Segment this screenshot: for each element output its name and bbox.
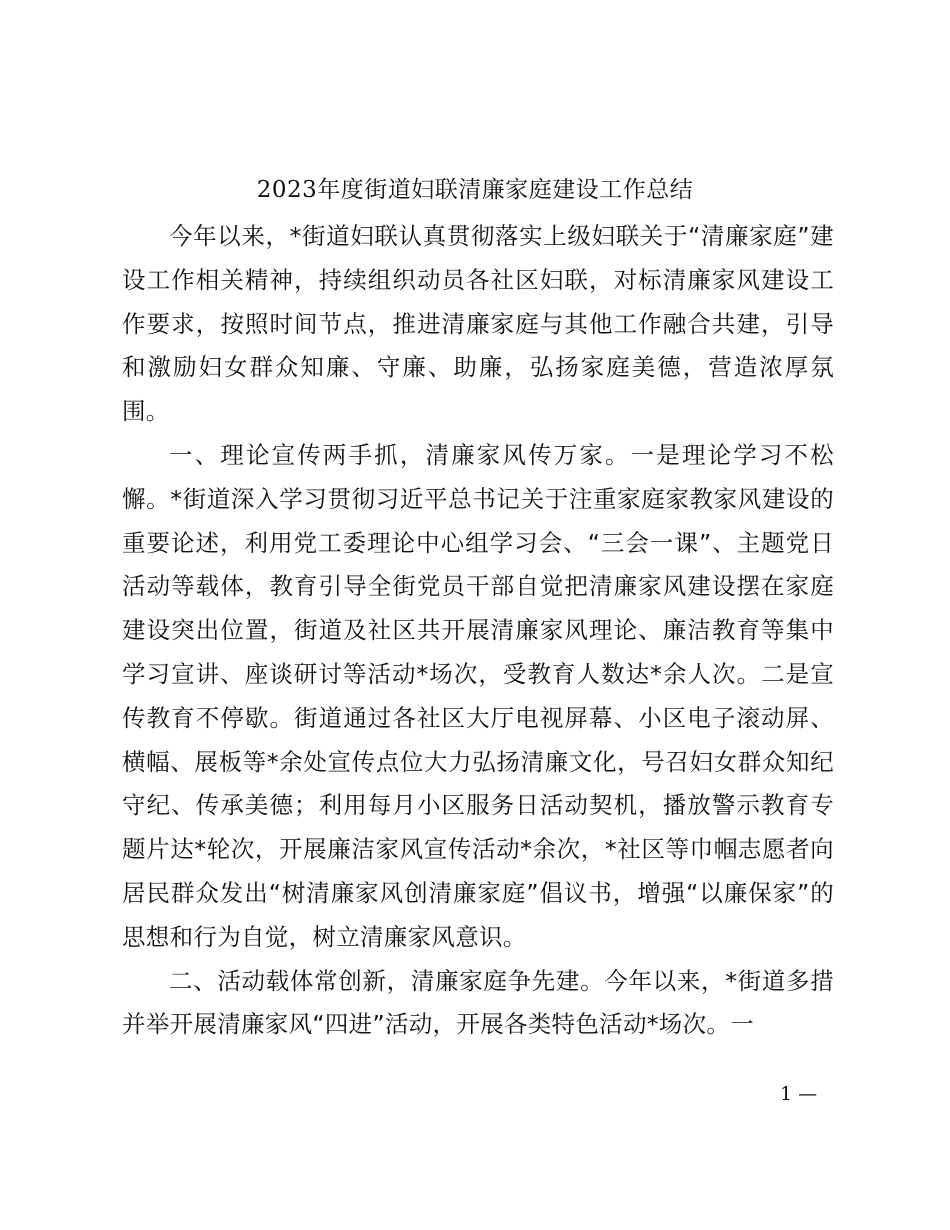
paragraph-section-two: 二、活动载体常创新，清廉家庭争先建。今年以来，*街道多措并举开展清廉家风“四进”活动，开展各类特色活动*场次。一: [122, 966, 834, 1039]
paragraph-intro: 今年以来，*街道妇联认真贯彻落实上级妇联关于“清廉家庭”建设工作相关精神，持续组织动员各社区妇联，对标清廉家风建设工作要求，按照时间节点，推进清廉家庭与其他工作融合共建，引导和激励妇女群众知廉、守廉、助廉，弘扬家庭美德，营造浓厚氛围。: [122, 222, 834, 426]
document-title: 2023年度街道妇联清廉家庭建设工作总结: [256, 177, 694, 203]
paragraph-section-one: 一、理论宣传两手抓，清廉家风传万家。一是理论学习不松懈。*街道深入学习贯彻习近平总书记关于注重家庭家教家风建设的重要论述，利用党工委理论中心组学习会、“三会一课”、主题党日活动等载体，教育引导全街党员干部自觉把清廉家风建设摆在家庭建设突出位置，街道及社区共开展清廉家风理论、廉洁教育等集中学习宣讲、座谈研讨等活动*场次，受教育人数达*余人次。二是宣传教育不停歇。街道通过各社区大厅电视屏幕、小区电子滚动屏、横幅、展板等*余处宣传点位大力弘扬清廉文化，号召妇女群众知纪守纪、传承美德；利用每月小区服务日活动契机，播放警示教育专题片达*轮次，开展廉洁家风宣传活动*余次，*社区等巾帼志愿者向居民群众发出“树清廉家风创清廉家庭”倡议书，增强“以廉保家”的思想和行为自觉，树立清廉家风意识。: [122, 440, 834, 951]
page-number: 1 —: [780, 1083, 818, 1105]
document-body: [122, 215, 834, 1047]
